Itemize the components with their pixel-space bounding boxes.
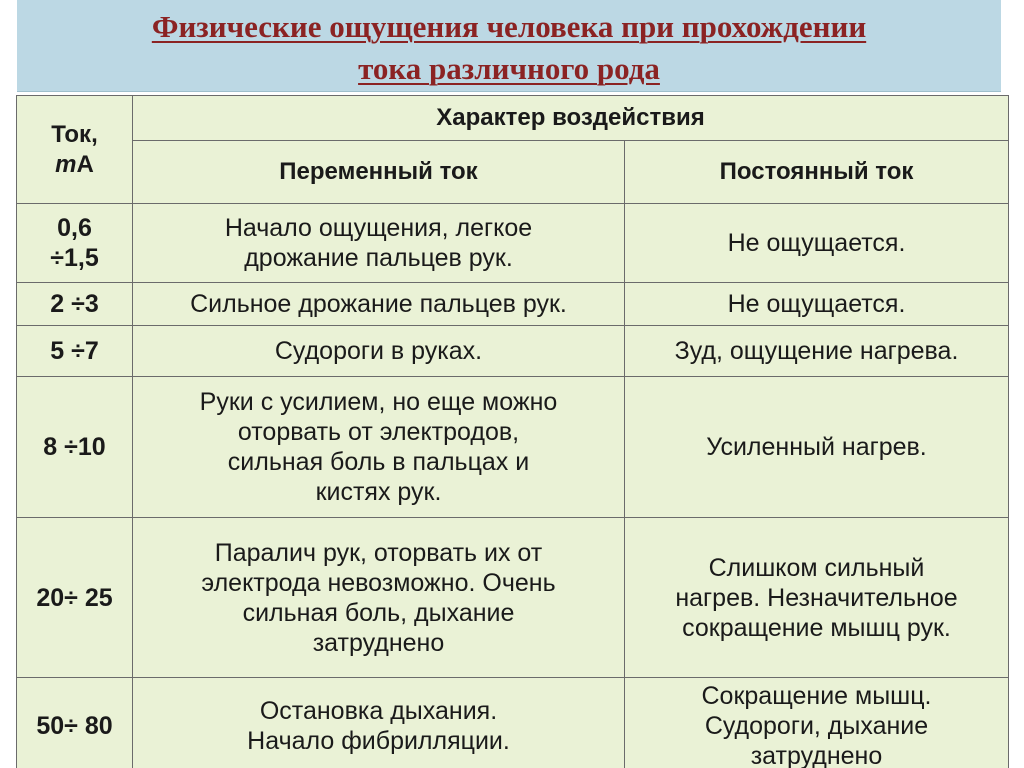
table-row	[17, 283, 1009, 326]
table-row	[17, 377, 1009, 518]
title-line-1: Физические ощущения человека при прохождении	[151, 8, 867, 44]
cell-dc-effect-line: сокращение мышц рук.	[682, 613, 951, 642]
cell-ac-effect-line: электрода невозможно. Очень	[201, 568, 556, 597]
cell-dc-effect-line: Зуд, ощущение нагрева.	[674, 337, 959, 365]
header-current	[17, 96, 133, 204]
cell-ac-effect-line: Начало фибрилляции.	[247, 726, 510, 755]
cell-dc-effect-line: Сокращение мышц.	[701, 681, 932, 710]
cell-dc-effect	[625, 283, 1009, 326]
header-current-label: Ток,	[51, 120, 98, 148]
cell-dc-effect-line: Не ощущается.	[727, 290, 906, 318]
cell-ac-effect	[133, 377, 625, 518]
cell-ac-effect-line: кистях рук.	[315, 478, 442, 506]
table-row	[17, 518, 1009, 678]
cell-dc-effect-line: Не ощущается.	[727, 229, 906, 257]
cell-dc-effect-line: Судороги, дыхание	[704, 711, 929, 740]
header-effect-group: Характер воздействия	[133, 96, 1009, 141]
cell-ac-effect	[133, 283, 625, 326]
cell-current-line: 2 ÷3	[50, 290, 99, 318]
header-current-unit	[55, 150, 94, 180]
cell-current-line: 8 ÷10	[43, 433, 106, 461]
cell-current	[17, 283, 133, 326]
title-line-2: тока различного рода	[358, 50, 660, 86]
title-banner	[17, 0, 1001, 92]
header-row-1	[17, 96, 1009, 141]
header-row-2	[17, 141, 1009, 204]
cell-current	[17, 204, 133, 283]
header-current-unit-suffix: A	[76, 150, 94, 178]
cell-ac-effect-line: Остановка дыхания.	[259, 696, 498, 725]
current-effects-table	[16, 95, 1009, 768]
cell-current-line: 0,6	[57, 214, 92, 242]
table-row	[17, 678, 1009, 768]
cell-dc-effect-line: нагрев. Незначительное	[675, 583, 958, 612]
cell-dc-effect-line: Слишком сильный	[708, 553, 925, 582]
cell-ac-effect-line: Судороги в руках.	[274, 337, 483, 365]
cell-dc-effect	[625, 204, 1009, 283]
cell-ac-effect-line: сильная боль в пальцах и	[227, 448, 530, 476]
cell-current-line: 5 ÷7	[50, 337, 99, 365]
cell-ac-effect-line: сильная боль, дыхание	[242, 598, 515, 627]
cell-dc-effect-line: Усиленный нагрев.	[706, 433, 927, 461]
cell-current	[17, 377, 133, 518]
cell-ac-effect	[133, 326, 625, 377]
cell-ac-effect-line: дрожание пальцев рук.	[244, 244, 513, 272]
cell-current-line: ÷1,5	[50, 244, 99, 272]
cell-ac-effect-line: оторвать от электродов,	[237, 418, 520, 446]
cell-ac-effect	[133, 678, 625, 768]
cell-dc-effect	[625, 518, 1009, 678]
cell-dc-effect	[625, 678, 1009, 768]
cell-dc-effect-line: затруднено	[750, 741, 883, 768]
header-current-unit-prefix: m	[55, 150, 77, 178]
cell-current	[17, 678, 133, 768]
cell-ac-effect	[133, 204, 625, 283]
table-row	[17, 204, 1009, 283]
cell-dc-effect	[625, 326, 1009, 377]
cell-ac-effect-line: Сильное дрожание пальцев рук.	[190, 290, 567, 318]
cell-dc-effect	[625, 377, 1009, 518]
cell-current-line: 50÷ 80	[36, 711, 113, 740]
header-dc: Постоянный ток	[625, 141, 1009, 204]
cell-ac-effect	[133, 518, 625, 678]
table-row	[17, 326, 1009, 377]
cell-current	[17, 326, 133, 377]
cell-current	[17, 518, 133, 678]
cell-current-line: 20÷ 25	[36, 583, 113, 612]
cell-ac-effect-line: Руки с усилием, но еще можно	[199, 388, 558, 416]
cell-ac-effect-line: Начало ощущения, легкое	[224, 214, 533, 242]
cell-ac-effect-line: Паралич рук, оторвать их от	[214, 538, 543, 567]
header-ac: Переменный ток	[133, 141, 625, 204]
cell-ac-effect-line: затруднено	[312, 628, 445, 657]
